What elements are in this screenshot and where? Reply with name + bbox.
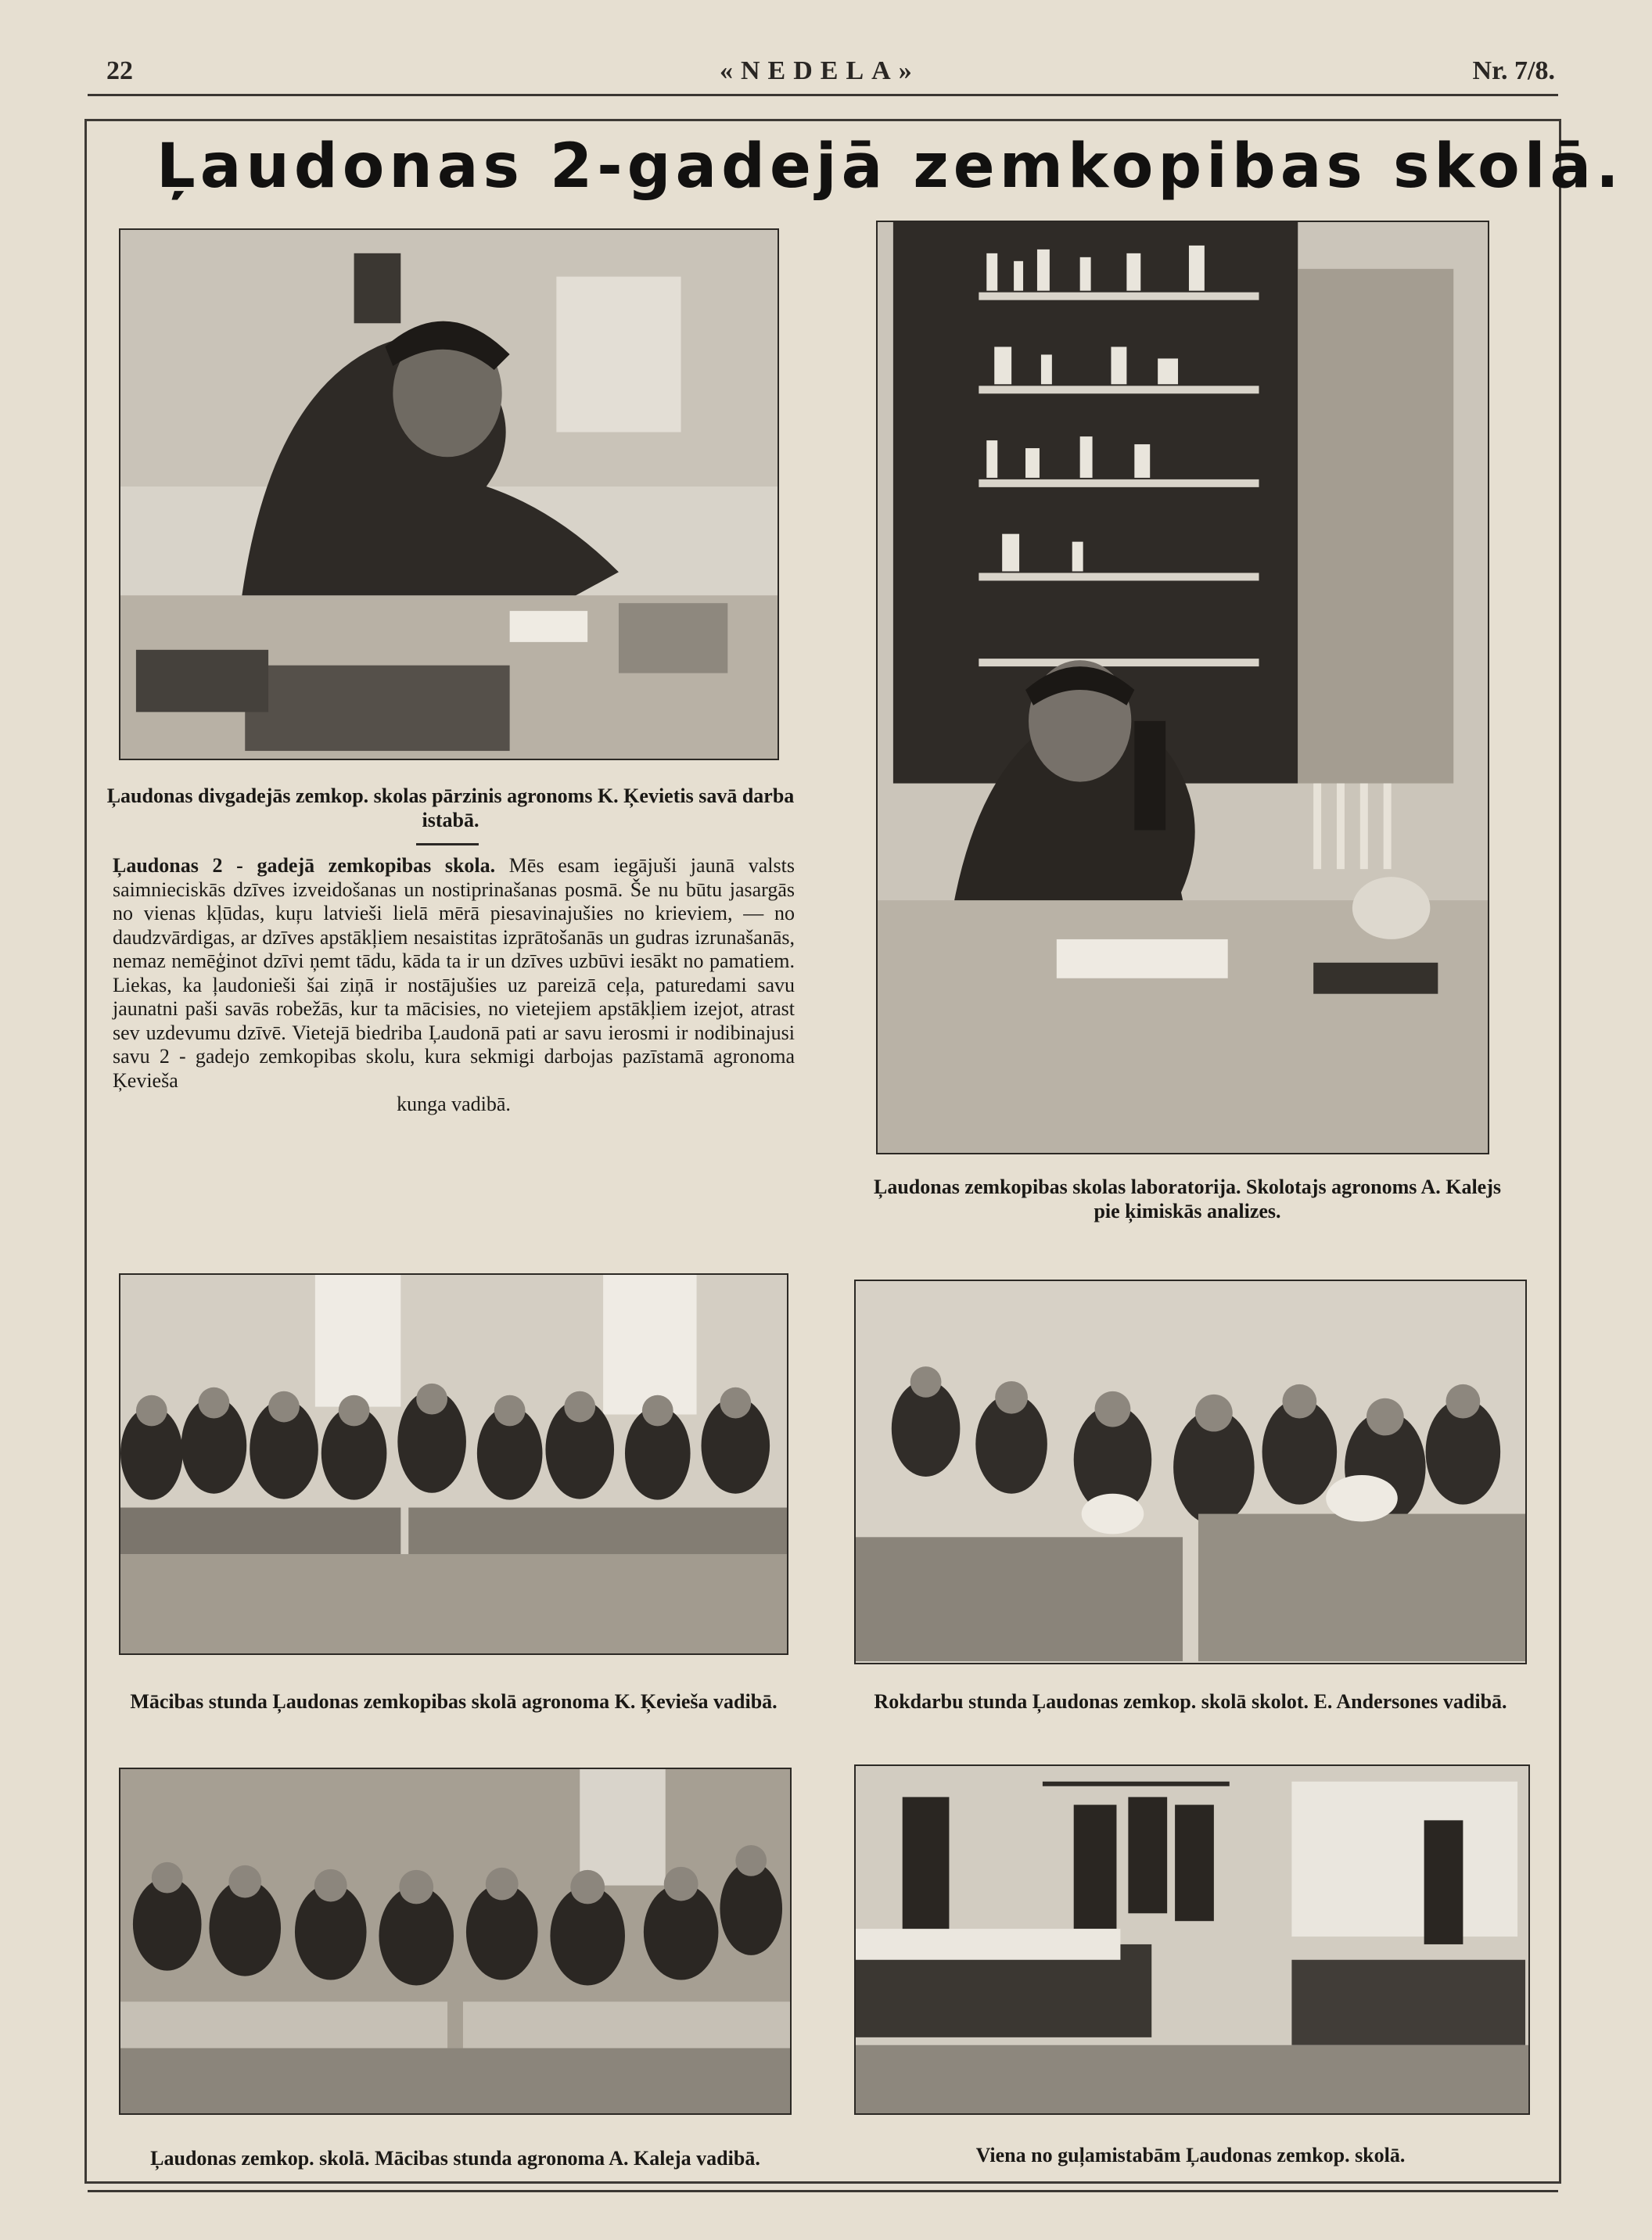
photo-laboratory [876,221,1489,1154]
article-lead: Ļaudonas 2 - gadejā zemkopibas skola. [113,854,496,877]
article-text: Mēs esam iegājuši jaunā valsts saimnieciskās dzīves izveidošanas un nostiprinašanas posmā. Še nu būtu jasargās no vienas kļūdas, kuŗu latvieši lielā mērā piesavinajušies no krieviem, — no daudzvārdigas, ar dzīves apstākļiem nesaistitas izprātošanās un gudras izrunašanās, nemaz nemēģinot dzīvi ņemt tādu, kāda ta ir un dzīves uzbūvi iesākt no pamatiem. Liekas, ka ļaudonieši šai ziņā ir nostājušies uz pareizā ceļa, paturedami savu jaunatni paši savās robežās, kur ta mācisies, no vietejiem apstākļiem izejot, atrast sev uzdevumu dzīvē. Vietejā biedriba Ļaudonā pati ar savu ierosmi ir nodibinajusi savu 2 - gadejo zemkopibas skolu, kura sekmigi darbojas pazīstamā agronoma Ķevieša [113,854,795,1092]
photo-agronomist-at-desk [119,228,779,760]
footer-rule [88,2190,1558,2192]
article-tail: kunga vadibā. [397,1093,511,1115]
photo-lesson-kalejs [119,1768,792,2115]
photo-caption: Ļaudonas zemkop. skolā. Mācibas stunda agronoma A. Kaleja vadibā. [150,2147,760,2170]
header-rule [88,94,1558,96]
photo-needlework-lesson [854,1280,1527,1664]
column-divider [416,843,479,845]
masthead: «NEDELA» [720,56,920,85]
article-body [113,854,795,1117]
article-title: Ļaudonas 2-gadejā zemkopibas skolā. [156,131,1624,202]
photo-dormitory [854,1764,1530,2115]
photo-caption: Mācibas stunda Ļaudonas zemkopibas skolā agronoma K. Ķevieša vadibā. [130,1690,778,1713]
photo-caption: Ļaudonas divgadejās zemkop. skolas pārzinis agronoms K. Ķevietis savā darba istabā. [106,784,795,831]
photo-caption: Ļaudonas zemkopibas skolas laboratorija. Skolotajs agronoms A. Kalejs pie ķimiskās analizes. [873,1176,1501,1222]
photo-caption: Rokdarbu stunda Ļaudonas zemkop. skolā skolot. E. Andersones vadibā. [874,1690,1507,1713]
photo-lesson-kevietis [119,1273,788,1655]
issue-number: Nr. 7/8. [1472,56,1555,85]
page-number: 22 [106,56,133,85]
photo-caption: Viena no guļamistabām Ļaudonas zemkop. skolā. [975,2144,1406,2166]
